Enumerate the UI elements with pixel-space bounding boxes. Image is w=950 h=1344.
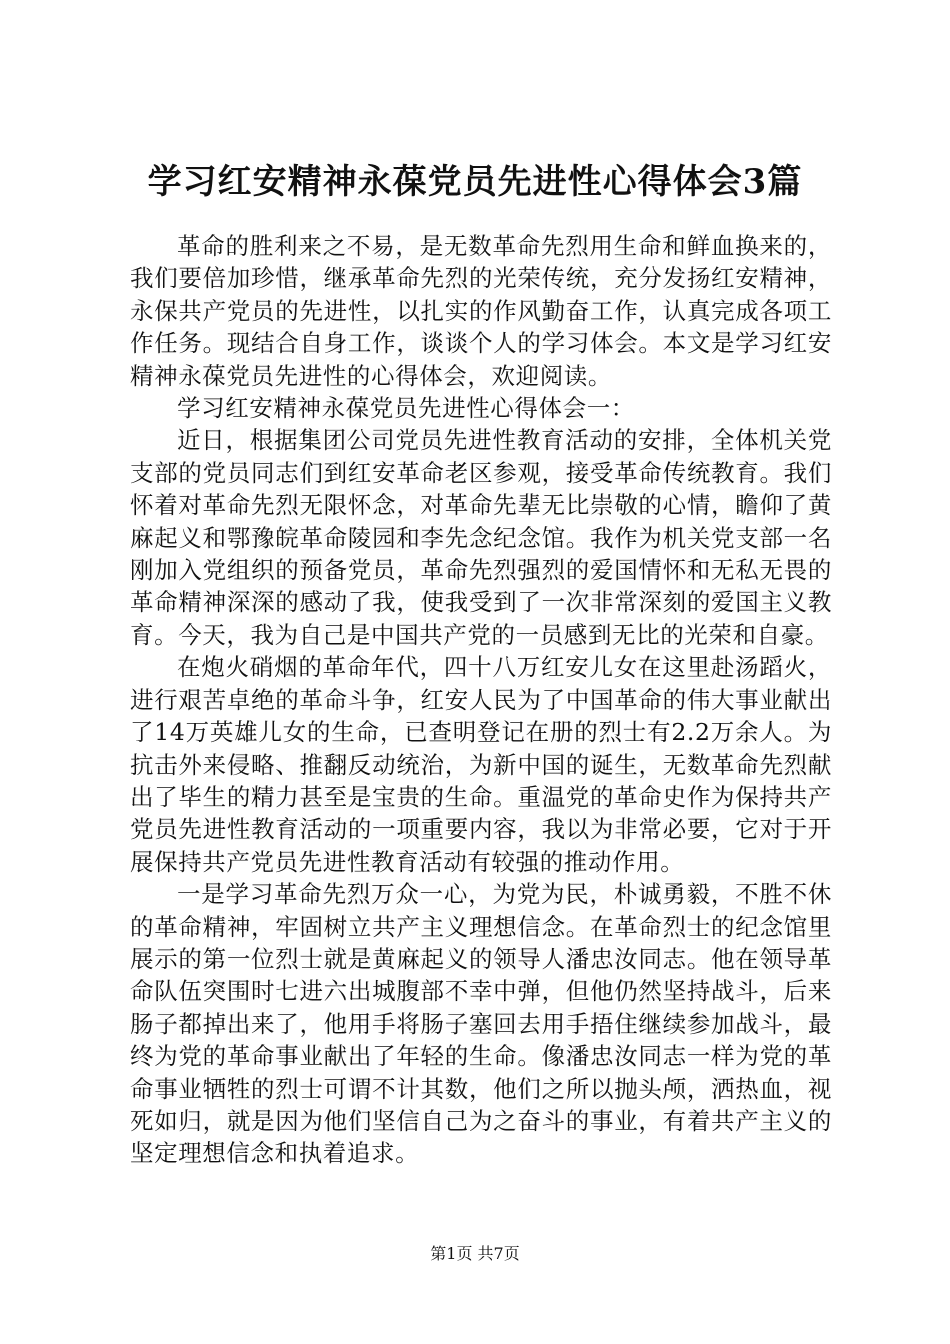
paragraph-point-one: 一是学习革命先烈万众一心，为党为民，朴诚勇毅，不胜不休的革命精神，牢固树立共产主义理想信念。在革命烈士的纪念馆里展示的第一位烈士就是黄麻起义的领导人潘忠汝同志。他在领导革命队伍突围时七进六出城腹部不幸中弹，但他仍然坚持战斗，后来肠子都掉出来了，他用手将肠子塞回去用手捂住继续参加战斗，最终为党的革命事业献出了年轻的生命。像潘忠汝同志一样为党的革命事业牺牲的烈士可谓不计其数，他们之所以抛头颅，洒热血，视死如归，就是因为他们坚信自己为之奋斗的事业，有着共产主义的坚定理想信念和执着追求。 bbox=[130, 880, 832, 1168]
document-body bbox=[130, 230, 832, 1170]
paragraph-intro: 革命的胜利来之不易，是无数革命先烈用生命和鲜血换来的，我们要倍加珍惜，继承革命先烈的光荣传统，充分发扬红安精神，永保共产党员的先进性，以扎实的作风勤奋工作，认真完成各项工作任务。现结合自身工作，谈谈个人的学习体会。本文是学习红安精神永葆党员先进性的心得体会，欢迎阅读。 bbox=[130, 232, 832, 390]
paragraph-visit: 近日，根据集团公司党员先进性教育活动的安排，全体机关党支部的党员同志们到红安革命老区参观，接受革命传统教育。我们怀着对革命先烈无限怀念，对革命先辈无比崇敬的心情，瞻仰了黄麻起义和鄂豫皖革命陵园和李先念纪念馆。我作为机关党支部一名刚加入党组织的预备党员，革命先烈强烈的爱国情怀和无私无畏的革命精神深深的感动了我，使我受到了一次非常深刻的爱国主义教育。今天，我为自己是中国共产党的一员感到无比的光荣和自豪。 bbox=[130, 426, 832, 649]
paragraph-history: 在炮火硝烟的革命年代，四十八万红安儿女在这里赴汤蹈火，进行艰苦卓绝的革命斗争，红安人民为了中国革命的伟大事业献出了14万英雄儿女的生命，已查明登记在册的烈士有2.2万余人。为抗击外来侵略、推翻反动统治，为新中国的诞生，无数革命先烈献出了毕生的精力甚至是宝贵的生命。重温党的革命史作为保持共产党员先进性教育活动的一项重要内容，我以为非常必要，它对于开展保持共产党员先进性教育活动有较强的推动作用。 bbox=[130, 653, 832, 876]
paragraph-section-heading: 学习红安精神永葆党员先进性心得体会一： bbox=[177, 394, 635, 423]
page-footer: 第1页 共7页 bbox=[430, 1244, 520, 1263]
page-title: 学习红安精神永葆党员先进性心得体会3篇 bbox=[147, 162, 803, 202]
